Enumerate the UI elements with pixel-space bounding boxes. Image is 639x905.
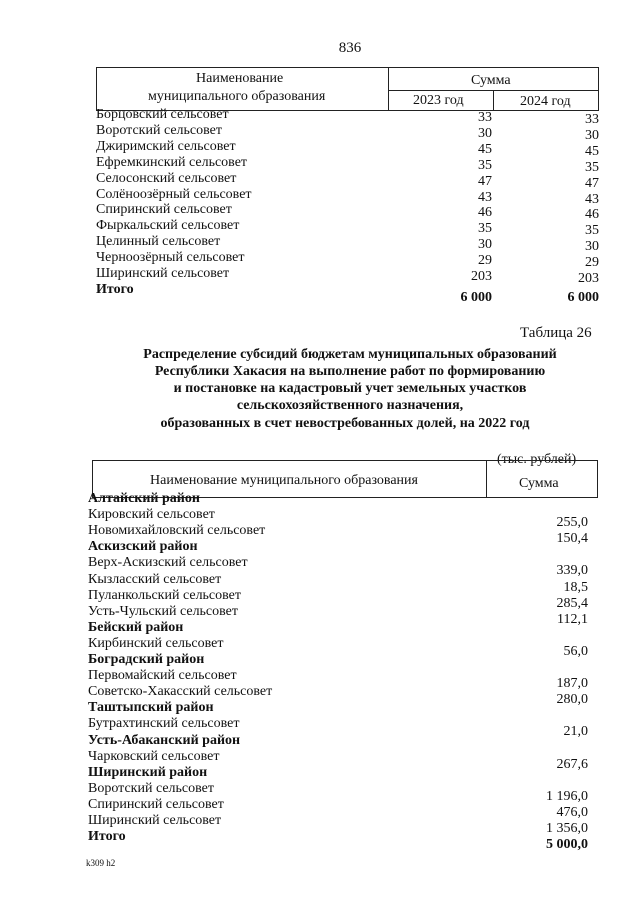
row-name: Фыркальский сельсовет (96, 218, 240, 234)
value-2024: 35 (585, 159, 599, 175)
row-name: Ширинский сельсовет (88, 813, 222, 828)
value-2024: 33 (585, 112, 599, 127)
row-value: 5 000,0 (546, 837, 588, 853)
row-name: Кировский сельсовет (88, 507, 215, 523)
row-name: Итого (96, 281, 134, 297)
table2-row (88, 635, 588, 659)
row-name: Джиримский сельсовет (96, 138, 236, 154)
value-2024: 29 (585, 255, 599, 271)
row-value: 1 196,0 (546, 788, 588, 804)
table1-header-2023: 2023 год (413, 93, 464, 108)
value-2024: 47 (585, 175, 599, 191)
district-heading-row (88, 700, 588, 716)
row-name: Пуланкольский сельсовет (88, 587, 242, 603)
row-name: Ширинский район (88, 764, 208, 780)
value-2023: 47 (478, 173, 492, 189)
row-name: Алтайский район (88, 491, 200, 506)
value-2023: 203 (471, 269, 492, 284)
table1-row (96, 122, 599, 143)
table2-header-name: Наименование муниципального образования (150, 473, 418, 488)
value-2023: 46 (478, 205, 492, 221)
value-2023: 35 (478, 157, 492, 173)
row-name: Кызласский сельсовет (88, 571, 222, 587)
row-name: Итого (88, 829, 126, 845)
row-name: Советско-Хакасский сельсовет (88, 684, 273, 700)
row-name: Бейский район (88, 619, 184, 635)
units-label: (тыс. рублей) (497, 452, 577, 467)
row-value: 187,0 (556, 676, 588, 692)
value-2024: 6 000 (567, 289, 599, 305)
district-heading-row (88, 539, 588, 555)
row-name: Новомихайловский сельсовет (88, 523, 266, 539)
row-value: 21,0 (563, 724, 588, 740)
row-name: Воротский сельсовет (88, 780, 214, 796)
page-number: 836 (338, 40, 362, 56)
value-2024: 43 (585, 191, 599, 207)
district-heading-row (88, 733, 588, 749)
title-line-5: образованных в счет невостребованных долей, на 2022 год (160, 416, 530, 431)
row-name: Ширинский сельсовет (96, 266, 230, 281)
value-2024: 30 (585, 127, 599, 143)
table1-row (96, 218, 599, 239)
district-heading-row (88, 765, 588, 781)
district-heading-row (88, 491, 588, 507)
value-2024: 45 (585, 143, 599, 159)
table-label: Таблица 26 (520, 325, 592, 341)
row-value: 285,4 (556, 595, 588, 611)
table1-row (96, 234, 599, 255)
row-name: Верх-Аскизский сельсовет (88, 555, 248, 571)
table1-row (96, 107, 599, 127)
table1-total-row (96, 281, 599, 305)
value-2024: 203 (578, 271, 599, 286)
row-name: Усть-Чульский сельсовет (88, 603, 239, 619)
table1-header-sum: Сумма (471, 73, 511, 88)
row-name: Бутрахтинский сельсовет (88, 716, 240, 732)
table1-row (96, 154, 599, 175)
value-2023: 33 (478, 110, 492, 125)
value-2024: 30 (585, 239, 599, 255)
table1-header-2024: 2024 год (520, 94, 571, 109)
district-heading-row (88, 620, 588, 636)
title-line-1: Распределение субсидий бюджетам муниципальных образований (143, 347, 557, 362)
row-value: 150,4 (556, 531, 588, 547)
row-value: 18,5 (563, 579, 588, 595)
row-value: 56,0 (563, 643, 588, 659)
value-2023: 45 (478, 141, 492, 157)
value-2024: 35 (585, 223, 599, 239)
value-2023: 30 (478, 125, 492, 141)
value-2023: 35 (478, 221, 492, 237)
value-2023: 30 (478, 237, 492, 253)
table1-row (96, 138, 599, 159)
row-value: 339,0 (556, 563, 588, 579)
row-value: 112,1 (557, 611, 588, 627)
row-name: Селосонский сельсовет (96, 170, 237, 186)
title-line-4: сельскохозяйственного назначения, (236, 398, 464, 413)
row-value: 280,0 (556, 692, 588, 708)
row-name: Солёноозёрный сельсовет (96, 186, 252, 202)
row-name: Черноозёрный сельсовет (96, 250, 245, 266)
value-2023: 29 (478, 253, 492, 269)
row-name: Спиринский сельсовет (88, 796, 224, 812)
row-name: Воротский сельсовет (96, 122, 222, 138)
footer-code: k309 h2 (86, 858, 116, 868)
row-name: Целинный сельсовет (96, 234, 221, 250)
district-heading-row (88, 829, 588, 853)
row-name: Первомайский сельсовет (88, 668, 237, 684)
title-line-2: Республики Хакасия на выполнение работ по формированию (154, 364, 546, 379)
row-value: 476,0 (556, 804, 588, 820)
row-name: Таштыпский район (88, 700, 214, 716)
table1-row (96, 250, 599, 271)
row-value: 1 356,0 (546, 821, 588, 836)
row-name: Ефремкинский сельсовет (96, 154, 248, 170)
table1-header-name-line2: муниципального образования (148, 89, 326, 104)
row-value: 267,6 (556, 756, 588, 772)
table1-header-name-line1: Наименование (196, 71, 284, 86)
row-name: Чарковский сельсовет (88, 748, 220, 764)
table1-row (96, 170, 599, 191)
row-name: Спиринский сельсовет (96, 202, 232, 218)
row-name: Усть-Абаканский район (88, 732, 241, 748)
value-2023: 6 000 (460, 289, 492, 305)
table2-header-sum: Сумма (519, 476, 559, 491)
row-name: Кирбинский сельсовет (88, 635, 224, 651)
table1-divider (388, 67, 389, 111)
table1-row (96, 266, 599, 286)
table2-row (88, 813, 588, 836)
row-value: 255,0 (556, 515, 588, 531)
row-name: Боградский район (88, 652, 205, 667)
value-2024: 46 (585, 207, 599, 223)
row-name: Аскизский район (88, 539, 198, 555)
row-name: Борцовский сельсовет (96, 107, 229, 122)
district-heading-row (88, 652, 588, 668)
title-line-3: и постановке на кадастровый учет земельных участков (173, 381, 527, 396)
table1-row (96, 186, 599, 207)
table1-row (96, 202, 599, 223)
value-2023: 43 (478, 189, 492, 205)
